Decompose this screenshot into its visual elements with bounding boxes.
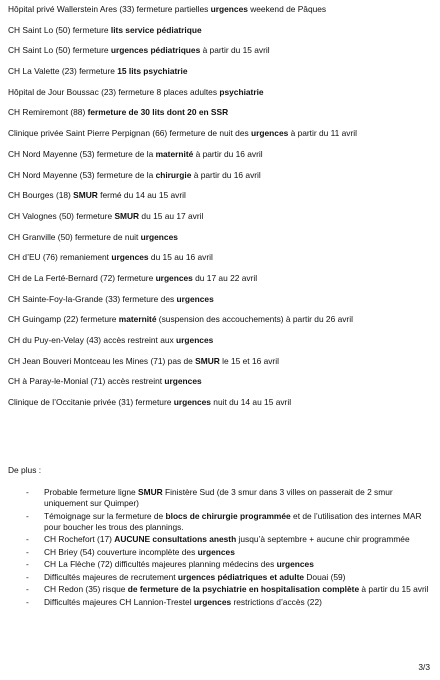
bold-text: urgences pédiatriques et adulte: [177, 571, 305, 582]
text: à partir du 15 avril: [359, 584, 429, 594]
additional-items-list: [26, 487, 430, 609]
text: fermé du 14 au 15 avril: [97, 190, 186, 201]
text: CH Nord Mayenne (53) fermeture de la: [8, 169, 156, 180]
text: CH Jean Bouveri Montceau les Mines (71) pas de: [8, 355, 196, 366]
bullet-dash: -: [26, 487, 29, 497]
bold-text: urgences: [111, 252, 149, 263]
closure-entry: [8, 25, 436, 36]
text: CH Granville (50) fermeture de nuit: [8, 231, 141, 242]
bullet-dash: -: [26, 510, 29, 521]
closure-entry: [8, 45, 436, 56]
text: CH Saint Lo (50) fermeture: [8, 45, 111, 56]
bullet-dash: -: [26, 559, 29, 569]
text: et de l’utilisation des internes MAR pour boucher les trous des plannings.: [44, 510, 422, 532]
text: weekend de Pâques: [247, 4, 327, 14]
closure-entry: [8, 87, 436, 98]
list-item: [26, 547, 430, 558]
page-number: 3/3: [418, 662, 430, 672]
closure-entry: [8, 314, 436, 325]
bold-text: lits service pédiatrique: [110, 24, 202, 35]
bold-text: urgences pédiatriques: [110, 45, 201, 56]
list-item: [26, 559, 430, 570]
bold-text: maternité: [118, 314, 157, 325]
list-item-text: [44, 584, 430, 595]
closure-entry: [8, 356, 436, 367]
bold-text: urgences: [173, 397, 211, 408]
text: CH Guingamp (22) fermeture: [8, 314, 119, 325]
closure-entry: [8, 376, 436, 387]
text: restrictions d’accès (22): [231, 596, 322, 607]
bold-text: 15 lits psychiatrie: [117, 66, 188, 77]
text: CH Valognes (50) fermeture: [8, 210, 115, 221]
text: CH Redon (35) risque: [44, 584, 128, 594]
text: CH de La Ferté-Bernard (72) fermeture: [8, 272, 156, 283]
bold-text: urgences: [276, 559, 314, 569]
text: du 15 au 16 avril: [148, 252, 213, 263]
closure-entry: [8, 66, 436, 77]
bold-text: chirurgie: [155, 169, 192, 180]
text: CH Briey (54) couverture incomplète des: [44, 546, 198, 557]
text: Clinique privée Saint Pierre Perpignan (66) fermeture de nuit des: [8, 128, 252, 139]
closures-list: [8, 4, 436, 418]
list-item-text: [44, 511, 430, 533]
text: Difficultés majeures CH Lannion-Trestel: [44, 596, 194, 607]
bold-text: SMUR: [138, 487, 163, 497]
bold-text: urgences: [176, 293, 214, 304]
closure-entry: [8, 170, 436, 181]
closure-entry: [8, 273, 436, 284]
text: CH d’EU (76) remaniement: [8, 252, 112, 263]
closure-entry: [8, 335, 436, 346]
text: Finistère Sud (de 3 smur dans 3 villes on passerait de 2 smur uniquement sur Quimper): [44, 487, 393, 508]
text: CH La Flèche (72) difficultés majeures planning médecins des: [44, 559, 277, 569]
closure-entry: [8, 252, 436, 263]
de-plus-heading: De plus :: [8, 465, 42, 475]
text: à partir du 16 avril: [193, 148, 263, 159]
text: à partir du 11 avril: [288, 128, 358, 139]
bold-text: urgences: [251, 128, 289, 139]
bold-text: de fermeture de la psychiatrie en hospitalisation complète: [127, 584, 360, 594]
bold-text: blocs de chirurgie programmée: [165, 510, 291, 521]
list-item: [26, 597, 430, 608]
bold-text: urgences: [155, 272, 193, 283]
text: CH à Paray-le-Monial (71) accès restreint: [8, 376, 165, 387]
closure-entry: [8, 211, 436, 222]
list-item-text: [44, 487, 430, 509]
bold-text: AUCUNE consultations anesth: [114, 534, 237, 544]
bold-text: psychiatrie: [219, 86, 264, 97]
list-item-text: [44, 559, 430, 570]
text: CH La Valette (23) fermeture: [8, 66, 118, 77]
bullet-dash: -: [26, 571, 29, 582]
text: Clinique de l’Occitanie privée (31) fermeture: [8, 397, 174, 408]
text: du 15 au 17 avril: [139, 210, 204, 221]
bold-text: SMUR: [114, 210, 140, 221]
text: du 17 au 22 avril: [192, 272, 258, 283]
text: (suspension des accouchements) à partir du 26 avril: [156, 314, 353, 325]
bold-text: urgences: [193, 596, 232, 607]
bold-text: SMUR: [195, 355, 220, 366]
list-item: [26, 487, 430, 509]
list-item-text: [44, 572, 430, 583]
closure-entry: [8, 397, 436, 408]
text: CH Remiremont (88): [8, 107, 88, 118]
list-item: [26, 511, 430, 533]
list-item-text: [44, 547, 430, 558]
closure-entry: [8, 128, 436, 139]
closure-entry: [8, 294, 436, 305]
text: Douai (59): [304, 571, 346, 582]
bullet-dash: -: [26, 534, 29, 544]
closure-entry: [8, 190, 436, 201]
text: jusqu’à septembre + aucune chir programmée: [236, 534, 410, 544]
bullet-dash: -: [26, 596, 29, 607]
list-item: [26, 572, 430, 583]
text: Hôpital de Jour Boussac (23) fermeture 8 places adultes: [8, 86, 220, 97]
list-item-text: [44, 597, 430, 608]
text: Témoignage sur la fermeture de: [44, 510, 166, 521]
bold-text: urgences: [164, 376, 202, 387]
bold-text: maternité: [155, 148, 194, 159]
text: CH Rochefort (17): [44, 534, 115, 544]
closure-entry: [8, 107, 436, 118]
bold-text: urgences: [210, 4, 248, 14]
closure-entry: [8, 4, 436, 15]
bold-text: urgences: [197, 546, 235, 557]
bullet-dash: -: [26, 584, 29, 594]
text: Difficultés majeures de recrutement: [44, 571, 178, 582]
text: à partir du 15 avril: [200, 45, 270, 56]
text: Hôpital privé Wallerstein Ares (33) fermeture partielles: [8, 4, 211, 14]
text: CH du Puy-en-Velay (43) accès restreint aux: [8, 335, 177, 345]
bold-text: fermeture de 30 lits dont 20 en SSR: [87, 107, 229, 118]
list-item-text: [44, 534, 430, 545]
closure-entry: [8, 149, 436, 160]
text: CH Nord Mayenne (53) fermeture de la: [8, 148, 156, 159]
list-item: [26, 584, 430, 595]
list-item: [26, 534, 430, 545]
bullet-dash: -: [26, 546, 29, 557]
closure-entry: [8, 232, 436, 243]
text: à partir du 16 avril: [191, 169, 261, 180]
text: Probable fermeture ligne: [44, 487, 139, 497]
bold-text: urgences: [176, 335, 214, 345]
text: le 15 et 16 avril: [219, 355, 279, 366]
text: CH Saint Lo (50) fermeture: [8, 24, 111, 35]
bold-text: urgences: [140, 231, 178, 242]
text: CH Sainte-Foy-la-Grande (33) fermeture des: [8, 293, 177, 304]
text: CH Bourges (18): [8, 190, 74, 201]
text: nuit du 14 au 15 avril: [210, 397, 292, 408]
bold-text: SMUR: [73, 190, 98, 201]
